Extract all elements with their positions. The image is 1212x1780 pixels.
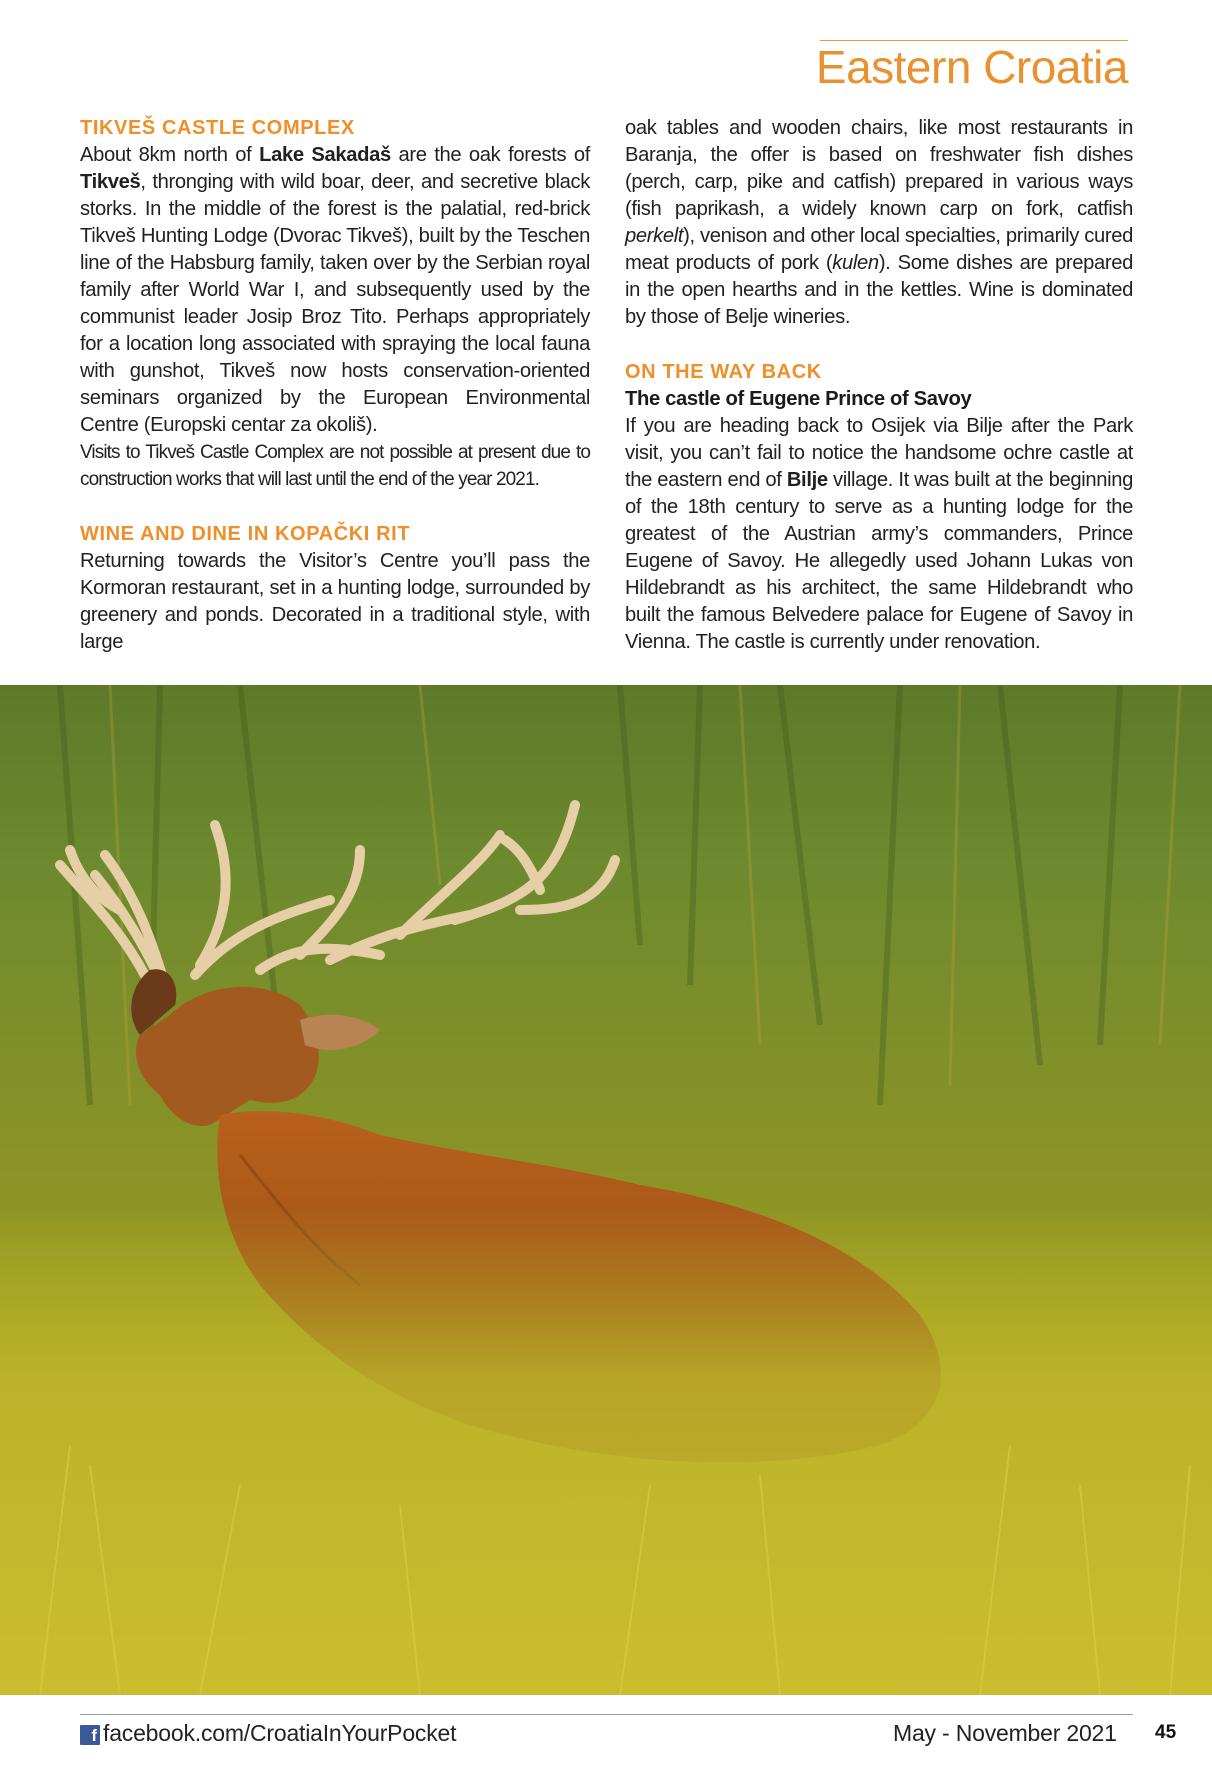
facebook-link[interactable]: facebook.com/CroatiaInYourPocket [103, 1720, 457, 1746]
page-number: 45 [1155, 1722, 1177, 1743]
wine-heading: WINE AND DINE IN KOPAČKI RIT [80, 523, 411, 545]
issue-date: May - November 2021 [893, 1720, 1117, 1746]
stag-ear [300, 1015, 380, 1050]
tikves-heading: TIKVEŠ CASTLE COMPLEX [80, 117, 355, 139]
footer-rule [80, 1714, 1133, 1715]
foreground-grass [0, 1205, 1212, 1695]
left-column [80, 114, 590, 656]
facebook-icon: f [80, 1725, 100, 1745]
red-deer-stag-photo [0, 685, 1212, 1695]
bilje-bold: Bilje [786, 469, 828, 491]
wine-paragraph-continued: oak tables and wooden chairs, like most restaurants in Baranja, the offer is based on freshwater fish dishes (perch, carp, pike and catfish) prepared in various ways (fish paprikash, a widely known carp on fork, catfish perkelt), venison and other local specialties, primarily cured meat products of pork (kulen). Some dishes are prepared in the open hearths and in the kettles. Wine is dominated by those of Belje wineries. [625, 117, 1133, 328]
wine-paragraph: Returning towards the Visitor’s Centre you’ll pass the Kormoran restaurant, set in a hunting lodge, surrounded by greenery and ponds. Decorated in a traditional style, with large [80, 550, 590, 653]
tikves-closure-note: Visits to Tikveš Castle Complex are not possible at present due to construction works that will last until the end of the year 2021. [80, 442, 590, 490]
lake-sakadas-bold: Lake Sakadaš [259, 144, 391, 166]
way-back-subheading: The castle of Eugene Prince of Savoy [625, 388, 972, 410]
section-title: Eastern Croatia [815, 41, 1128, 93]
way-back-paragraph: If you are heading back to Osijek via Bilje after the Park visit, you can’t fail to notice the handsome ochre castle at the eastern end of Bilje village. It was built at the beginning of the 18th century to serve as a hunting lodge for the greatest of the Austrian army’s commanders, Prince Eugene of Savoy. He allegedly used Johann Lukas von Hildebrandt as his architect, the same Hildebrandt who built the famous Belvedere palace for Eugene of Savoy in Vienna. The castle is currently under renovation. [625, 415, 1133, 653]
way-back-heading: ON THE WAY BACK [625, 361, 822, 383]
right-column [625, 115, 1133, 656]
antlers [60, 805, 615, 985]
tikves-bold: Tikveš [80, 171, 141, 193]
photo-illustration [0, 685, 1212, 1695]
tikves-paragraph: About 8km north of Lake Sakadaš are the oak forests of Tikveš, thronging with wild boar, deer, and secretive black storks. In the middle of the forest is the palatial, red-brick Tikveš Hunting Lodge (Dvorac Tikveš), built by the Teschen line of the Habsburg family, taken over by the Serbian royal family after World War I, and subsequently used by the communist leader Josip Broz Tito. Perhaps appropriately for a location long associated with spraying the local fauna with gunshot, Tikveš now hosts conservation-oriented seminars organized by the European Environmental Centre (Europski centar za okoliš). [80, 144, 590, 436]
